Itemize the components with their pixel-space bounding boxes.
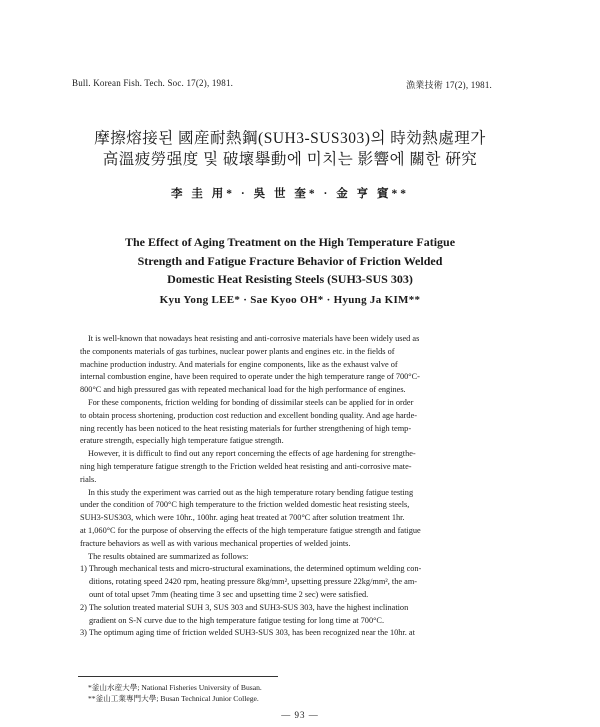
body-line: In this study the experiment was carried out as the high temperature rotary bending fatigue testing [88,487,414,497]
english-title-line-1: The Effect of Aging Treatment on the High Temperature Fatigue [124,235,456,249]
body-line: 800°C and high pressured gas with repeated mechanical load for the high performance of engines. [80,385,406,395]
body-line: ning high temperature fatigue strength to the Friction welded heat resisting and anti-corrosive mate- [80,461,412,471]
english-title [40,233,540,289]
abstract-body [80,333,516,640]
body-line: under the condition of 700°C high temperature to the friction welded domestic heat resisting steels, [80,500,410,510]
body-line: The results obtained are summarized as follows: [88,551,249,561]
body-line: ning recently has been noticed to the heat resisting materials for further strengthening of high temp- [80,423,412,433]
journal-citation-ko: 漁業技術 17(2), 1981. [406,80,492,90]
body-line: It is well-known that nowadays heat resisting and anti-corrosive materials have been widely used as [88,334,420,343]
body-line: internal combustion engine, have been required to operate under the high temperature range of 700°C- [80,372,420,382]
body-line: fracture behaviors as well as with various mechanical properties of welded joints. [80,538,351,548]
korean-title-line-1: 摩擦熔接된 國産耐熱鋼(SUH3-SUS303)의 時効熱處理가 [94,130,486,147]
korean-title-line-2: 高溫疲勞强度 및 破壞擧動에 미치는 影響에 關한 硏究 [102,151,478,168]
body-line: ditions, rotating speed 2420 rpm, heating pressure 8kg/mm², upsetting pressure 22kg/mm², the am- [89,577,418,587]
body-line: 2) The solution treated material SUH 3, SUS 303 and SUH3-SUS 303, have the highest inclination [80,602,409,612]
footnote-affiliation-2: **釜山工業專門大學; Busan Technical Junior College. [88,694,259,703]
journal-citation-en: Bull. Korean Fish. Tech. Soc. 17(2), 1981. [72,78,234,88]
english-authors: Kyu Yong LEE* · Sae Kyoo OH* · Hyung Ja KIM** [159,294,421,306]
body-line: 1) Through mechanical tests and micro-structural examinations, the determined optimum welding con- [80,564,422,574]
footnote-affiliation-1: *釜山水産大學; National Fisheries University of Busan. [88,683,262,692]
body-line: However, it is difficult to find out any report concerning the effects of age hardening for strengthe- [88,449,416,459]
body-line: to obtain process shortening, production cost reduction and excellent bonding quality. And age harde- [80,410,418,420]
korean-authors: 李 圭 用* · 吳 世 奎* · 金 亨 賓** [171,188,409,200]
body-line: gradient on S-N curve due to the high temperature fatigue testing for long time at 700°C. [89,615,385,625]
body-line: at 1,060°C for the purpose of observing the effects of the high temperature fatigue strength and fatigue [80,525,421,535]
body-line: SUH3-SUS303, which were 10hr., 100hr. aging heat treated at 700°C after solution treatment 1hr. [80,513,405,523]
footnote-divider [78,676,278,677]
page-number: — 93 — [281,710,319,720]
body-line: erature strength, especially high temperature fatigue strength. [80,436,284,446]
body-line: machine production industry. And materials for engine components, like as the exhaust valve of [80,359,398,369]
body-line: rials. [80,474,97,484]
body-line: 3) The optimum aging time of friction welded SUH3-SUS 303, has been recognized near the 10hr. at [80,628,415,638]
english-title-line-2: Strength and Fatigue Fracture Behavior of Friction Welded [137,253,443,268]
body-line: For these components, friction welding for bonding of dissimilar steels can be applied for in order [88,397,414,407]
body-line: ount of total upset 7mm (heating time 3 sec and upsetting time 2 sec) were satisfied. [89,589,369,599]
body-line: the components materials of gas turbines, nuclear power plants and engines etc. in the fields of [80,346,395,356]
english-title-line-3: Domestic Heat Resisting Steels (SUH3-SUS 303) [167,272,413,286]
